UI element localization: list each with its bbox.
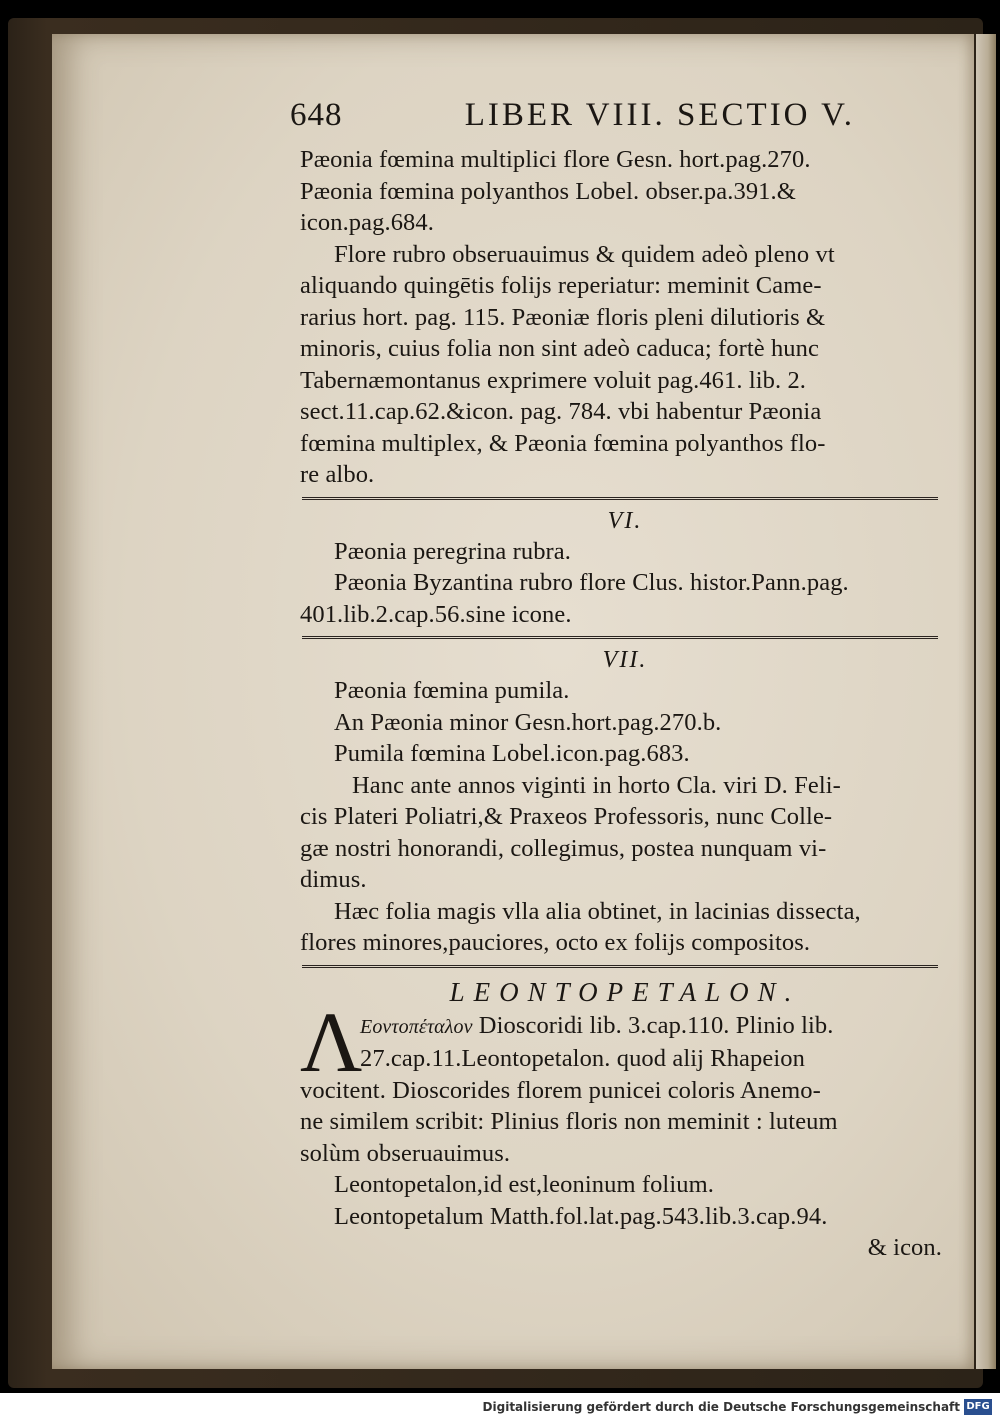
page-edge-strip [976, 34, 996, 1369]
text-line: Pæonia fœmina polyanthos Lobel. obser.pa.391.& [300, 177, 796, 205]
text-line: solùm obseruauimus. [300, 1139, 511, 1167]
text-line: gæ nostri honorandi, collegimus, postea nunquam vi- [300, 834, 827, 862]
text-line: Leontopetalum Matth.fol.lat.pag.543.lib.3.cap.94. [334, 1202, 828, 1230]
section-divider [302, 636, 938, 639]
section-title-leontopetalon: LEONTOPETALON. [449, 976, 801, 1007]
text-line: & icon. [867, 1234, 942, 1261]
section-number-7: VII. [602, 647, 648, 673]
text-line: Pæonia Byzantina rubro flore Clus. histor.Pann.pag. [334, 569, 849, 596]
text-line: fœmina multiplex, & Pæonia fœmina polyanthos flo- [300, 429, 826, 457]
text-line: Leontopetalon,id est,leoninum folium. [334, 1171, 714, 1198]
dfg-logo-icon: DFG [964, 1399, 992, 1415]
text-line: ne similem scribit: Plinius floris non meminit : luteum [300, 1108, 838, 1135]
text-line: Pæonia fœmina pumila. [334, 677, 570, 704]
greek-word: Εοντοπέταλον [360, 1015, 473, 1038]
text-line: icon.pag.684. [300, 209, 434, 236]
text-line: dimus. [300, 866, 367, 893]
text-line: sect.11.cap.62.&icon. pag. 784. vbi habentur Pæonia [300, 398, 822, 425]
text-line: re albo. [300, 461, 375, 488]
text-line: Hanc ante annos viginti in horto Cla. viri D. Feli- [352, 771, 841, 799]
text-line: 27.cap.11.Leontopetalon. quod alij Rhapeion [360, 1045, 805, 1072]
text-line: rarius hort. pag. 115. Pæoniæ floris pleni dilutioris & [300, 303, 826, 331]
section-number-6: VI. [607, 507, 643, 534]
text-line: 401.lib.2.cap.56.sine icone. [300, 600, 572, 628]
drop-cap-initial: Λ [300, 993, 363, 1090]
page-text-block [290, 97, 950, 1264]
text-line: vocitent. Dioscorides florem punicei coloris Anemo- [300, 1076, 821, 1104]
text-line: Pumila fœmina Lobel.icon.pag.683. [334, 740, 690, 767]
text-line [300, 1010, 950, 1044]
footer-credit: Digitalisierung gefördert durch die Deutsche Forschungsgemeinschaft [482, 1400, 960, 1414]
footer-bar [0, 1393, 1000, 1423]
page-number: 648 [290, 97, 343, 133]
text-line: cis Plateri Poliatri,& Praxeos Professoris, nunc Colle- [300, 803, 833, 830]
text-line: aliquando quingētis folijs reperiatur: meminit Came- [300, 272, 822, 299]
text-line: Pæonia fœmina multiplici flore Gesn. hort.pag.270. [300, 146, 811, 173]
text-line: An Pæonia minor Gesn.hort.pag.270.b. [334, 708, 722, 736]
text-line: flores minores,pauciores, octo ex folijs compositos. [300, 929, 811, 956]
running-head-title: LIBER VIII. SECTIO V. [464, 97, 855, 133]
text-line: Tabernæmontanus exprimere voluit pag.461. lib. 2. [300, 366, 807, 394]
section-divider [302, 965, 938, 968]
text-line: Hæc folia magis vlla alia obtinet, in lacinias dissecta, [334, 897, 861, 925]
text-segment: Dioscoridi lib. 3.cap.110. Plinio lib. [472, 1011, 834, 1039]
text-line: Flore rubro obseruauimus & quidem adeò pleno vt [334, 240, 835, 268]
section-divider [302, 497, 938, 500]
text-line: minoris, cuius folia non sint adeò caduca; fortè hunc [300, 335, 819, 362]
text-line: Pæonia peregrina rubra. [334, 537, 572, 565]
running-head [290, 97, 950, 144]
